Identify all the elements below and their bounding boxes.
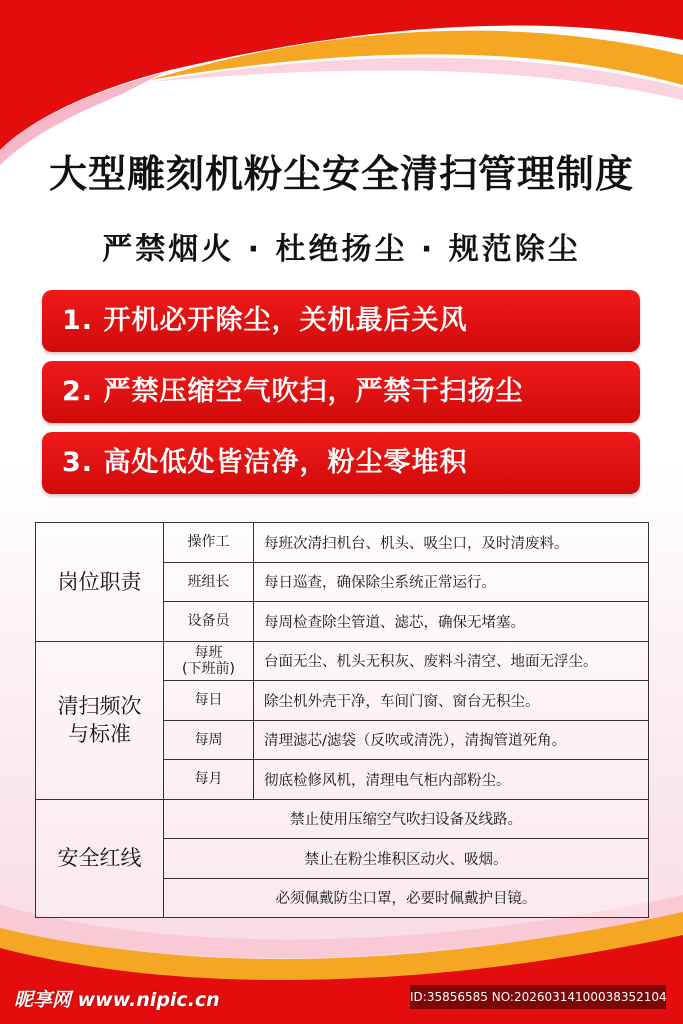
role-cell: 设备员 (164, 602, 254, 642)
redline-text: 禁止在粉尘堆积区动火、吸烟。 (164, 839, 649, 879)
frequency-label (36, 641, 164, 799)
rule-banner-3: 3. 高处低处皆洁净，粉尘零堆积 (42, 432, 640, 494)
watermark-logo: 昵享网 www.nipic.cn (14, 989, 220, 1011)
table-row (36, 523, 649, 563)
period-cell: 每周 (164, 720, 254, 760)
slogan: 严禁烟火 · 杜绝扬尘 · 规范除尘 (102, 232, 581, 267)
role-cell: 班组长 (164, 562, 254, 602)
duty-text: 每日巡查，确保除尘系统正常运行。 (254, 562, 649, 602)
management-table (35, 522, 649, 918)
standard-text: 彻底检修风机，清理电气柜内部粉尘。 (254, 760, 649, 800)
period-cell (164, 641, 254, 681)
redline-text: 必须佩戴防尘口罩，必要时佩戴护目镜。 (164, 878, 649, 918)
frequency-label-line2: 与标准 (68, 722, 131, 746)
table-row (36, 799, 649, 839)
duty-text: 每班次清扫机台、机头、吸尘口，及时清废料。 (254, 523, 649, 563)
period-cell: 每月 (164, 760, 254, 800)
redline-label: 安全红线 (36, 799, 164, 918)
period-line2: (下班前) (182, 660, 235, 677)
standard-text: 除尘机外壳干净，车间门窗、窗台无积尘。 (254, 681, 649, 721)
rule-banner-1: 1. 开机必开除尘，关机最后关风 (42, 290, 640, 352)
table-row (36, 641, 649, 681)
standard-text: 台面无尘、机头无积灰、废料斗清空、地面无浮尘。 (254, 641, 649, 681)
standard-text: 清理滤芯/滤袋（反吹或清洗），清掏管道死角。 (254, 720, 649, 760)
frequency-label-line1: 清扫频次 (57, 694, 142, 718)
page-title: 大型雕刻机粉尘安全清扫管理制度 (48, 152, 634, 196)
role-cell: 操作工 (164, 523, 254, 563)
watermark-id: ID:35856585 NO:20260314100038352104 (410, 985, 666, 1009)
redline-text: 禁止使用压缩空气吹扫设备及线路。 (164, 799, 649, 839)
rule-banner-2: 2. 严禁压缩空气吹扫，严禁干扫扬尘 (42, 361, 640, 423)
duty-text: 每周检查除尘管道、滤芯，确保无堵塞。 (254, 602, 649, 642)
duties-label: 岗位职责 (36, 523, 164, 642)
period-cell: 每日 (164, 681, 254, 721)
period-line1: 每班 (194, 644, 223, 661)
